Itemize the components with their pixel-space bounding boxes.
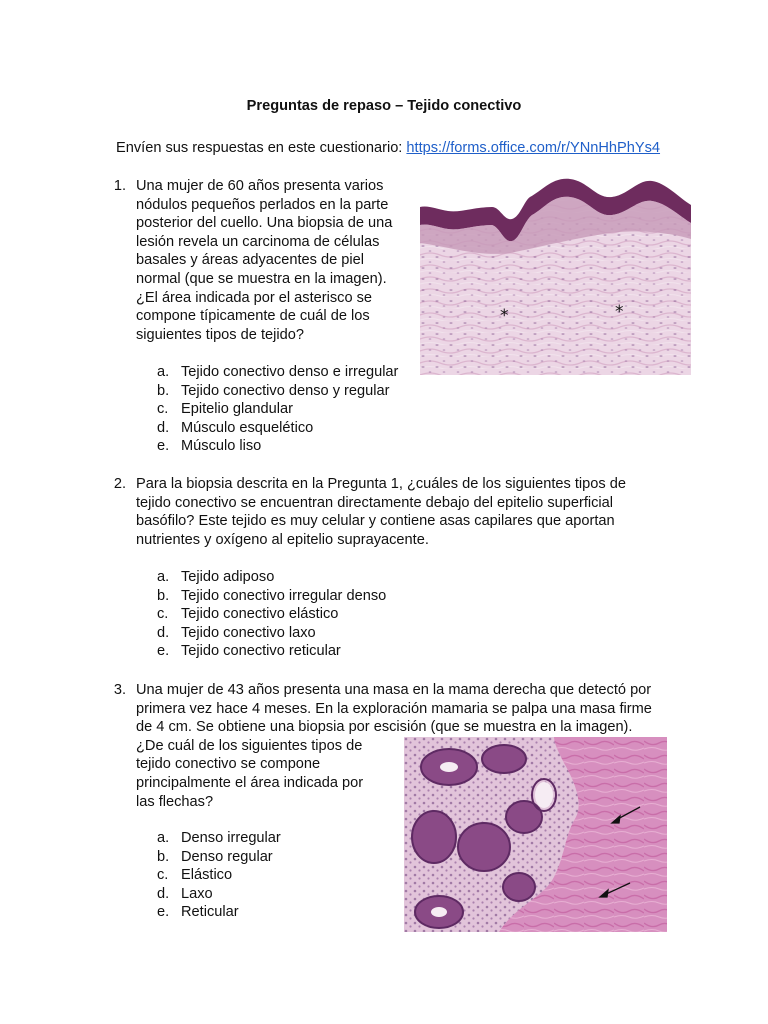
question-line: siguientes tipos de tejido? (136, 326, 304, 343)
question-2-text (136, 475, 696, 549)
question-1-options (157, 363, 398, 456)
question-line: de 4 cm. Se obtiene una biopsia por escisión (que se muestra en la imagen). (136, 719, 633, 736)
question-3-options (157, 829, 281, 922)
question-line: primera vez hace 4 meses. En la exploración mamaria se palpa una masa firme (136, 700, 652, 717)
question-line: las flechas? (136, 793, 214, 810)
option-e[interactable]: e. Músculo liso (157, 438, 262, 455)
question-line: Una mujer de 43 años presenta una masa en la mama derecha que detectó por (136, 682, 652, 698)
question-2-options (157, 568, 386, 661)
form-link[interactable]: https://forms.office.com/r/YNnHhPhYs4 (406, 140, 661, 156)
option-d[interactable]: d. Músculo esquelético (157, 419, 314, 436)
intro-text: Envíen sus respuestas en este cuestionario: (116, 140, 407, 156)
option-b[interactable]: b. Denso regular (157, 848, 273, 865)
question-line: compone típicamente de cuál de los (136, 308, 370, 325)
question-line: normal (que se muestra en la imagen). (136, 270, 387, 287)
question-line: Para la biopsia descrita en la Pregunta 1, ¿cuáles de los siguientes tipos de (136, 476, 626, 492)
option-c[interactable]: c. Epitelio glandular (157, 401, 293, 418)
question-line: Una mujer de 60 años presenta varios (136, 178, 384, 194)
question-line: tejido conectivo se encuentran directamente debajo del epitelio superficial (136, 494, 614, 511)
question-number: 1. (113, 178, 126, 194)
option-e[interactable]: e. Reticular (157, 904, 239, 921)
option-b[interactable]: b. Tejido conectivo denso y regular (157, 382, 390, 399)
question-1-text (136, 177, 414, 344)
asterisk-marker: * (500, 306, 509, 326)
question-line: tejido conectivo se compone (136, 756, 321, 773)
question-line: ¿De cuál de los siguientes tipos de (136, 737, 363, 754)
question-line: nódulos pequeños perlados en la parte (136, 196, 389, 213)
question-number: 2. (113, 476, 126, 492)
option-c[interactable]: c. Elástico (157, 867, 233, 884)
skin-histology-image (420, 177, 691, 375)
breast-histology-image (404, 737, 667, 932)
option-a[interactable]: a. Tejido conectivo denso e irregular (157, 364, 399, 380)
asterisk-marker: * (615, 302, 624, 322)
page-title: Preguntas de repaso – Tejido conectivo (246, 98, 522, 114)
option-e[interactable]: e. Tejido conectivo reticular (157, 643, 341, 660)
intro-line (116, 139, 660, 158)
question-line: ¿El área indicada por el asterisco se (136, 289, 373, 306)
option-b[interactable]: b. Tejido conectivo irregular denso (157, 587, 387, 604)
question-line: principalmente el área indicada por (136, 774, 364, 791)
question-line: posterior del cuello. Una biopsia de una (136, 215, 393, 232)
question-line: basófilo? Este tejido es muy celular y contiene asas capilares que aportan (136, 513, 615, 530)
option-c[interactable]: c. Tejido conectivo elástico (157, 606, 339, 623)
question-line: lesión revela un carcinoma de células (136, 233, 380, 250)
option-d[interactable]: d. Tejido conectivo laxo (157, 624, 316, 641)
option-a[interactable]: a. Denso irregular (157, 830, 281, 846)
question-number: 3. (113, 682, 126, 698)
option-a[interactable]: a. Tejido adiposo (157, 569, 275, 585)
option-d[interactable]: d. Laxo (157, 885, 213, 902)
question-line: basales y áreas adyacentes de piel (136, 252, 364, 269)
question-line: nutrientes y oxígeno al epitelio suprayacente. (136, 531, 429, 548)
